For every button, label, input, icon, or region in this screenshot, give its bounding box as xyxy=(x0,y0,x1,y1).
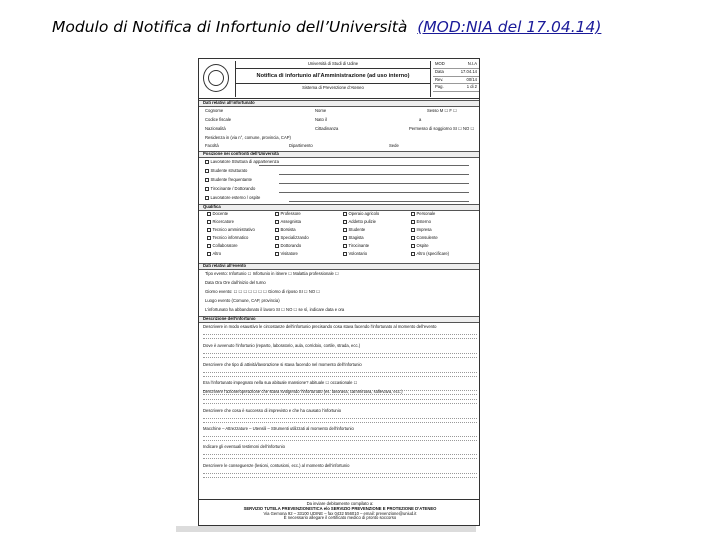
university-name: Università di Studi di Udine xyxy=(236,61,430,69)
qualifica-checkbox[interactable]: Esterno xyxy=(411,220,431,225)
qualifica-checkbox[interactable]: Tecnico informatico xyxy=(207,236,248,241)
section-position: Posizione nei confronti dell’Università xyxy=(199,151,480,158)
answer-line[interactable] xyxy=(203,353,477,354)
qualifica-checkbox[interactable]: Addetto pulizie xyxy=(343,220,376,225)
checkbox-icon xyxy=(207,244,211,248)
answer-line[interactable] xyxy=(203,454,477,455)
checkbox-icon xyxy=(207,236,211,240)
answer-line[interactable] xyxy=(203,458,477,459)
checkbox-icon xyxy=(207,228,211,232)
injured-row: Cognome Nome Sesso M ☐ F ☐ xyxy=(205,107,457,113)
qualifica-checkbox[interactable]: Studente xyxy=(343,228,365,233)
answer-line[interactable] xyxy=(203,372,477,373)
qualifica-checkbox[interactable]: Tirocinante xyxy=(343,244,369,249)
answer-line[interactable] xyxy=(203,399,477,400)
qualifica-checkbox[interactable]: Assegnista xyxy=(275,220,301,225)
checkbox-icon xyxy=(207,212,211,216)
header-titles xyxy=(235,61,431,97)
description-question: Descrivere le conseguenze (lesioni, contusioni, ecc.) al momento dell’infortunio xyxy=(203,463,350,468)
meta-row: MOD N.I.A xyxy=(433,61,479,69)
title-text: Modulo di Notifica di Infortunio dell’Università xyxy=(52,18,408,36)
qualifica-checkbox[interactable]: Stagista xyxy=(343,236,364,241)
checkbox-icon xyxy=(275,220,279,224)
position-row: Studente frequentante xyxy=(199,176,480,184)
slide-title xyxy=(52,18,712,36)
answer-line[interactable] xyxy=(203,376,477,377)
section-qualifica: Qualifica xyxy=(199,204,480,211)
description-question: Indicare gli eventuali testimoni dell’infortunio xyxy=(203,444,285,449)
injured-row: Facoltà Dipartimento Sede xyxy=(205,142,399,148)
checkbox-icon xyxy=(275,252,279,256)
answer-line[interactable] xyxy=(203,338,477,339)
description-question: Descrivere in modo esaustivo le circostanze dell’infortunio precisando cosa stava facendo l’infortunato al momento dell’evento xyxy=(203,324,437,329)
qualifica-checkbox[interactable]: Ospite xyxy=(411,244,429,249)
answer-line[interactable] xyxy=(203,477,477,478)
qualifica-checkbox[interactable]: Volontario xyxy=(343,252,367,257)
answer-line[interactable] xyxy=(203,418,477,419)
answer-line[interactable] xyxy=(203,334,477,335)
checkbox-icon xyxy=(343,236,347,240)
answer-line[interactable] xyxy=(203,473,477,474)
footer-line: Via Gemona 92 – 33100 UDINE – fax 0432 556010 – email: prevenzione@uniud.it xyxy=(263,510,417,516)
checkbox-icon xyxy=(411,212,415,216)
description-question: Descrivere che cosa è successo di imprevisto e che ha causato l’infortunio xyxy=(203,408,342,413)
position-row: Tirocinante / Dottorando xyxy=(199,185,480,193)
accident-row: Giorno evento: ☐ ☐ ☐ ☐ ☐ ☐ ☐ Giorno di riposo SI ☐ NO ☐ xyxy=(205,288,321,294)
checkbox-icon xyxy=(411,252,415,256)
accident-row: Tipo evento: Infortunio ☐ Infortunio in itinere ☐ Malattia professionale ☐ xyxy=(205,270,339,276)
checkbox-icon xyxy=(411,228,415,232)
form-footer xyxy=(199,499,480,526)
description-question: Dove è avvenuto l’infortunio (reparto, laboratorio, aula, corridoio, cortile, strada, ecc.) xyxy=(203,343,361,348)
checkbox-icon xyxy=(411,220,415,224)
description-question: Descrivere l’azione/operazione che stava svolgendo l’infortunato (es. lavorava, camminava, sollevava, ecc.) xyxy=(203,389,403,394)
checkbox-icon xyxy=(343,220,347,224)
qualifica-checkbox[interactable]: Impresa xyxy=(411,228,432,233)
answer-line[interactable] xyxy=(203,403,477,404)
checkbox-icon xyxy=(207,220,211,224)
meta-row: Data 17.04.14 xyxy=(433,69,479,77)
answer-line[interactable] xyxy=(203,436,477,437)
footer-line: SERVIZIO TUTELA PREVENZIONISTICA e/o SERVIZIO PREVENZIONE E PROTEZIONE D’ATENEO xyxy=(243,505,437,511)
service-name: Sistema di Prevenzione d’Ateneo xyxy=(302,85,364,91)
footer-line: Da inviare debitamente compilato a: xyxy=(306,501,374,506)
qualifica-checkbox[interactable]: Visitatore xyxy=(275,252,298,257)
qualifica-checkbox[interactable]: Collaboratore xyxy=(207,244,238,249)
form-main-title: Notifica di infortunio all’Amministrazione (ad uso interno) xyxy=(236,69,430,84)
checkbox-icon xyxy=(275,244,279,248)
header-meta xyxy=(433,61,479,97)
checkbox-icon xyxy=(343,212,347,216)
accident-row: Luogo evento (Comune, CAP, provincia) xyxy=(205,297,280,303)
injured-row: Residenza in (via n°, comune, provincia, CAP) xyxy=(205,134,291,140)
qualifica-checkbox[interactable]: Specializzando xyxy=(275,236,309,241)
meta-row: Pag. 1 di 2 xyxy=(433,84,479,92)
qualifica-checkbox[interactable]: Borsista xyxy=(275,228,296,233)
answer-line[interactable] xyxy=(203,422,477,423)
description-question: Era l’infortunato impegnato nella sua abituale mansione? abituale ☐ occasionale ☐ xyxy=(203,380,358,385)
qualifica-checkbox[interactable]: Altro (specificare) xyxy=(411,252,449,257)
description-question: Macchine – Attrezzature – Utensili – Strumenti utilizzati al momento dell’infortunio xyxy=(203,426,354,431)
checkbox-icon xyxy=(275,228,279,232)
checkbox-icon xyxy=(275,212,279,216)
checkbox-icon xyxy=(275,236,279,240)
university-seal-icon xyxy=(203,64,229,92)
form-header xyxy=(199,59,480,99)
checkbox-icon xyxy=(343,244,347,248)
meta-row: Rev. 00/14 xyxy=(433,77,479,85)
qualifica-checkbox[interactable]: Personale xyxy=(411,212,435,217)
checkbox-icon xyxy=(343,252,347,256)
injured-row: Codice fiscale Nato il a xyxy=(205,116,422,122)
qualifica-checkbox[interactable]: Docente xyxy=(207,212,228,217)
section-description: Descrizione dell’infortunio xyxy=(199,316,480,323)
answer-line[interactable] xyxy=(203,440,477,441)
description-question: Descrivere che tipo di attività/lavorazione si stava facendo nel momento dell’infortunio xyxy=(203,362,362,367)
checkbox-icon xyxy=(411,244,415,248)
form-document xyxy=(198,58,480,526)
qualifica-checkbox[interactable]: Tecnico amministrativo xyxy=(207,228,255,233)
qualifica-checkbox[interactable]: Ricercatore xyxy=(207,220,234,225)
checkbox-icon xyxy=(207,252,211,256)
section-injured: Dati relativi all’infortunato xyxy=(199,100,480,107)
form-reference-link[interactable]: (MOD:NIA del 17.04.14) xyxy=(417,18,602,36)
checkbox-icon xyxy=(411,236,415,240)
position-row: Lavoratore Struttura di appartenenza xyxy=(199,158,480,166)
accident-row: Data Ora Ore dall’inizio del turno xyxy=(205,279,266,285)
qualifica-checkbox[interactable]: Professore xyxy=(275,212,301,217)
injured-row: Nazionalità Cittadinanza Permesso di soggiorno SI ☐ NO ☐ xyxy=(205,125,475,131)
checkbox-icon xyxy=(343,228,347,232)
answer-line[interactable] xyxy=(203,357,477,358)
position-row: Lavoratore esterno / ospite xyxy=(199,194,480,202)
position-row: Studente strutturato xyxy=(199,167,480,175)
qualifica-checkbox[interactable]: Altro xyxy=(207,252,221,257)
accident-row: L’infortunato ha abbandonato il lavoro SI ☐ NO ☐ se sì, indicare data e ora xyxy=(205,306,345,312)
section-accident: Dati relativi all’evento xyxy=(199,263,480,270)
qualifica-checkbox[interactable]: Dottorando xyxy=(275,244,301,249)
form-shadow xyxy=(176,526,476,532)
footer-line: È necessario allegare il certificato medico di pronto soccorso xyxy=(283,515,397,521)
qualifica-checkbox[interactable]: Operaio agricolo xyxy=(343,212,379,217)
qualifica-checkbox[interactable]: Consulente xyxy=(411,236,438,241)
